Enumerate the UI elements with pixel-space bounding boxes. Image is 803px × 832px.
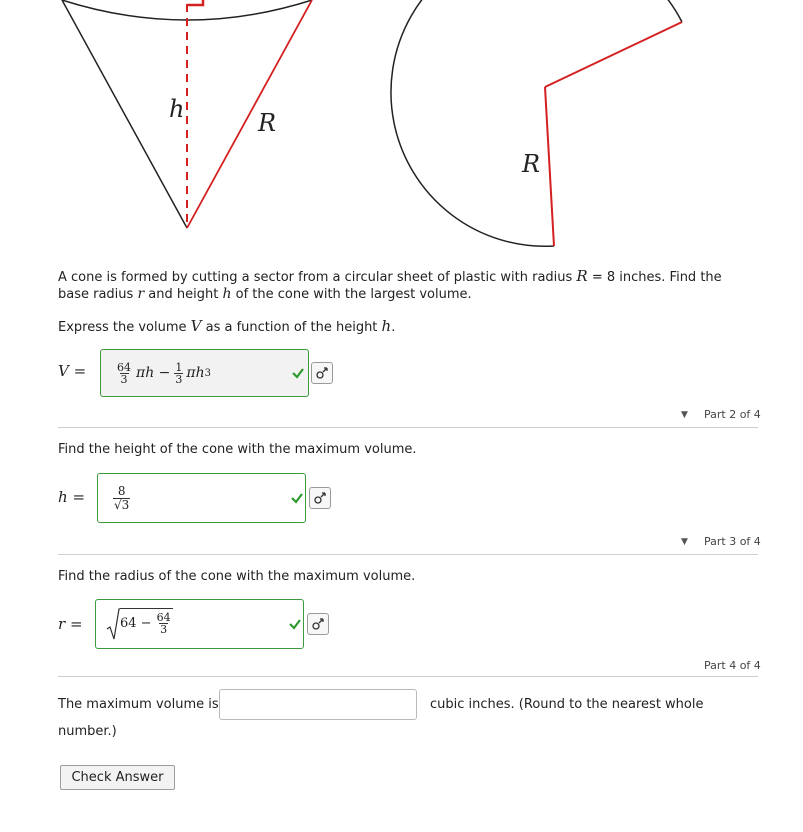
- part4-label: Part 4 of 4: [704, 659, 761, 672]
- lhs-equals: =: [72, 488, 86, 506]
- problem-line-1: [58, 268, 778, 286]
- problem-line-2: [58, 286, 778, 303]
- problem-text: = 8 inches. Find the: [587, 270, 722, 285]
- problem-text: base radius: [58, 287, 138, 302]
- part4-divider: [58, 676, 758, 677]
- frac-denominator: 3: [160, 622, 168, 636]
- frac-numerator: 8: [117, 483, 126, 498]
- var-h: h: [222, 286, 232, 302]
- part3-collapse-arrow-icon[interactable]: ▼: [681, 537, 688, 547]
- check-answer-button[interactable]: Check Answer: [60, 765, 175, 790]
- problem-text: A cone is formed by cutting a sector from a circular sheet of plastic with radius: [58, 270, 577, 285]
- part1-lhs: [58, 362, 86, 380]
- part3-divider: [58, 554, 758, 555]
- math-tools-icon[interactable]: [311, 362, 333, 384]
- problem-text: and height: [144, 287, 223, 302]
- part2-answer-box[interactable]: [97, 473, 306, 523]
- part4-prompt-before: The maximum volume is: [58, 697, 219, 712]
- part3-lhs: [58, 615, 83, 633]
- var-R: R: [576, 267, 588, 285]
- part3-answer-box[interactable]: [95, 599, 304, 649]
- frac-denominator: 3: [175, 372, 183, 386]
- lhs-equals: =: [69, 615, 83, 633]
- prompt-text: Express the volume: [58, 320, 191, 335]
- part2-collapse-arrow-icon[interactable]: ▼: [681, 410, 688, 420]
- var-r: r: [137, 286, 145, 302]
- part1-prompt: [58, 318, 395, 336]
- cone-slant-label: R: [258, 109, 277, 137]
- part4-prompt-line2: number.): [58, 724, 117, 739]
- answer-fraction: [174, 362, 183, 385]
- answer-term: 64 −: [120, 615, 152, 631]
- sector-radius-label: R: [522, 150, 541, 178]
- lhs-var: h: [58, 488, 68, 506]
- part3-prompt: Find the radius of the cone with the maximum volume.: [58, 569, 416, 584]
- frac-numerator: 64: [156, 610, 171, 624]
- sector-arc: [391, 0, 682, 246]
- part2-label: Part 2 of 4: [704, 408, 761, 421]
- math-tools-icon[interactable]: [307, 613, 329, 635]
- max-volume-input[interactable]: [219, 689, 417, 720]
- right-angle-marker: [187, 0, 203, 5]
- frac-denominator: 3: [120, 372, 128, 386]
- checkmark-icon: [290, 491, 304, 505]
- var-h: h: [381, 317, 392, 335]
- part1-answer-box[interactable]: [100, 349, 309, 397]
- answer-term: πh: [186, 365, 205, 381]
- math-tools-icon[interactable]: [309, 487, 331, 509]
- cone-slant-red: [187, 0, 312, 228]
- answer-fraction: [113, 485, 130, 512]
- sector-radius-1: [545, 22, 682, 87]
- lhs-var: r: [58, 615, 66, 633]
- lhs-var: V: [58, 362, 69, 380]
- problem-statement: [58, 268, 778, 303]
- sector-figure: [391, 0, 682, 246]
- part4-prompt-after: cubic inches. (Round to the nearest whole: [430, 697, 704, 712]
- cone-height-label: h: [169, 95, 185, 123]
- answer-fraction: [156, 612, 172, 635]
- prompt-text: .: [391, 320, 396, 335]
- answer-fraction: [116, 362, 132, 385]
- part2-lhs: [58, 488, 85, 506]
- sqrt-sign-icon: [106, 607, 120, 641]
- frac-numerator: 1: [175, 360, 183, 374]
- answer-exponent: 3: [204, 367, 211, 379]
- sector-radius-2: [545, 87, 554, 246]
- frac-numerator: 64: [117, 360, 131, 374]
- frac-denominator: √3: [114, 497, 130, 512]
- lhs-equals: =: [73, 362, 87, 380]
- var-V: V: [190, 317, 202, 335]
- cone-sector-diagram: [0, 0, 803, 255]
- prompt-text: as a function of the height: [201, 320, 382, 335]
- part3-label: Part 3 of 4: [704, 535, 761, 548]
- part2-divider: [58, 427, 758, 428]
- checkmark-icon: [288, 617, 302, 631]
- answer-term: πh −: [136, 365, 171, 381]
- part2-prompt: Find the height of the cone with the maximum volume.: [58, 442, 417, 457]
- checkmark-icon: [291, 366, 305, 380]
- sqrt-radicand: [120, 608, 173, 635]
- problem-text: of the cone with the largest volume.: [231, 287, 472, 302]
